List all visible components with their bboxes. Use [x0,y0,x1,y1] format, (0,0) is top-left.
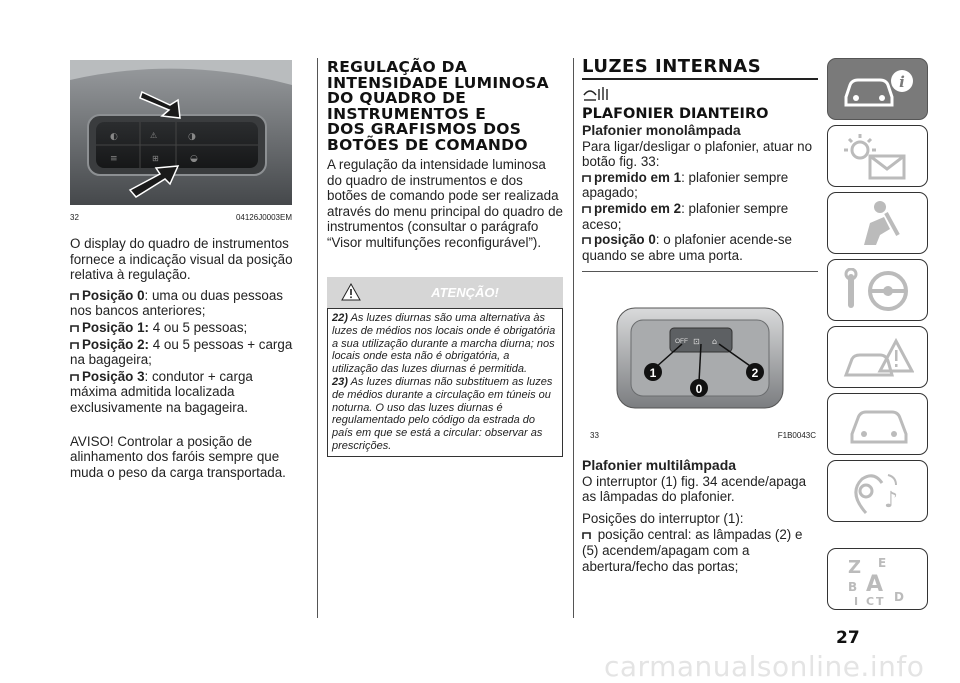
item-label: premido em 2 [594,200,682,216]
svg-text:♪: ♪ [884,488,899,513]
bullet-icon [582,528,591,537]
svg-text:B: B [848,580,858,594]
multimedia-icon [844,467,914,522]
list-item [70,288,295,319]
position-list [70,288,295,416]
subtitle: PLAFONIER DIANTEIRO [582,106,769,122]
item-label: Posição 2: [82,336,149,352]
middle-body: A regulação da intensidade luminosa do quadro de instrumentos e dos botões de comando pode ser realizada através do menu principal do quadro de instrumentos (consultar o parágrafo “Visor multifunções reconfigurável”). [327,157,563,250]
svg-text:⊞: ⊞ [152,154,159,163]
right-text-1 [582,123,818,263]
car-info-icon [838,67,918,116]
svg-text:⊡: ⊡ [693,337,700,346]
item-label: posição 0 [594,232,656,248]
figure-code: 04126J0003EM [235,213,292,222]
figure-32 [70,60,292,205]
title-line: INSTRUMENTOS E [327,104,487,123]
tab-seat-airbag[interactable] [827,192,928,254]
svg-text:C: C [866,595,875,607]
section-title: LUZES INTERNAS [582,56,762,77]
svg-text:≡: ≡ [110,154,118,164]
intro-paragraph: O display do quadro de instrumentos fornece a indicação visual da posição relativa à regulação. [70,236,293,283]
section-title [327,60,563,153]
tab-emergency[interactable] [827,326,928,388]
warning-note [332,376,558,453]
svg-text:i: i [899,73,905,91]
tab-car-service[interactable] [827,393,928,455]
headlight-leveling-photo [70,60,292,205]
svg-text:◐: ◐ [110,132,118,142]
figure-33 [615,300,785,412]
list-item [582,232,818,263]
plafonier-illustration [615,300,785,412]
car-service-icon [846,404,912,451]
seat-airbag-icon [850,199,910,254]
bullet-icon [70,338,79,347]
watermark: carmanualsonline.info [604,650,925,683]
tab-multimedia[interactable] [827,460,928,522]
title-line: DOS GRAFISMOS DOS [327,120,522,138]
emergency-icon [842,335,914,386]
paragraph: Para ligar/desligar o plafonier, atuar no botão fig. 33: [582,138,813,170]
title-line: REGULAÇÃO DA [327,58,468,76]
item-text: uma ou duas pessoas nos bancos anteriores; [70,287,284,319]
tab-warning-lights[interactable] [827,125,928,187]
callout-2: 2 [751,366,759,380]
item-text: 4 ou 5 pessoas; [148,319,248,335]
warning-header [327,277,563,308]
warning-lights-icon [842,132,914,187]
figure-33-caption [590,431,816,440]
tab-car-info[interactable] [827,58,928,120]
item-label: Posição 0 [82,287,145,303]
svg-text:Z: Z [848,557,862,578]
svg-text:◒: ◒ [190,154,198,164]
svg-text:⚠: ⚠ [150,131,158,140]
item-sep: : [144,287,149,303]
item-sep: : [144,368,149,384]
note-number: 23) [332,375,348,388]
title-line: BOTÕES DE COMANDO [327,135,528,154]
heading-monolampada: Plafonier monolâmpada [582,122,741,138]
note-text: As luzes diurnas são uma alternativa às luzes de médios nos locais onde é obrigatória a sua utilização durante a marcha diurna; nos locais onde esta não é obrigatória, a utilização das luzes diurnas é permitida. [332,312,556,376]
title-underline [582,78,818,80]
column-divider [573,58,574,618]
item-text: posição central: as lâmpadas (2) e (5) acendem/apagam com a abertura/fecho das portas; [582,527,803,574]
callout-1: 1 [649,366,657,380]
paragraph: Posições do interruptor (1): [582,510,744,526]
index-icon [846,553,916,612]
interior-lights-icon [582,85,818,103]
svg-text:⌂: ⌂ [712,337,718,346]
item-label: Posição 3 [82,368,145,384]
note-number: 22) [332,312,348,324]
figure-number: 32 [70,213,79,222]
aviso-paragraph: AVISO! Controlar a posição de alinhamento dos faróis sempre que muda o peso da carga transportada. [70,433,286,480]
warning-box [327,277,563,457]
bullet-icon [582,233,591,242]
title-line: DO QUADRO DE [327,89,467,107]
tab-index[interactable] [827,548,928,610]
item-text: condutor + carga máxima admitida localizada exclusivamente na bagageira. [70,368,253,415]
off-label: OFF [675,338,688,345]
title-line: INTENSIDADE LUMINOSA [327,73,549,92]
note-text: As luzes diurnas não substituem as luzes de médios durante a circulação em túneis ou noturna. O uso das luzes diurnas é regulamentado pelo código da estrada do país em que se está a circular: observar as prescrições. [332,375,553,452]
section-header [582,56,818,80]
list-item [70,369,295,416]
bullet-icon [70,289,79,298]
svg-text:D: D [894,590,904,604]
paragraph: O interruptor (1) fig. 34 acende/apaga as lâmpadas do plafonier. [582,473,807,505]
svg-text:I: I [854,595,859,607]
figure-number: 33 [590,431,599,440]
middle-column [327,58,563,452]
item-text: : plafonier sempre aceso; [582,200,789,232]
tab-steering-key[interactable] [827,259,928,321]
page-number: 27 [836,628,860,648]
right-text-2 [582,458,818,574]
warning-body [327,308,563,457]
svg-text:T: T [876,595,884,607]
steering-key-icon [842,268,914,319]
bullet-icon [70,370,79,379]
item-text: : plafonier sempre apagado; [582,169,789,201]
bullet-icon [582,202,591,211]
warning-note [332,312,558,376]
item-text: : o plafonier acende-se quando se abre uma porta. [582,232,793,263]
left-column-text [70,236,295,485]
heading-multilampada: Plafonier multilâmpada [582,457,737,473]
item-label: Posição 1: [82,319,149,335]
list-item [70,320,295,336]
svg-text:A: A [866,572,884,597]
list-item [582,201,818,232]
warning-title: ATENÇÃO! [431,285,499,300]
bullet-icon [70,321,79,330]
figure-code: F1B0043C [777,431,816,440]
item-label: premido em 1 [594,169,682,185]
right-column [582,56,818,272]
column-divider [317,58,318,618]
svg-text:E: E [878,556,887,570]
list-item [582,170,818,201]
list-item [70,337,295,368]
list-item [582,527,818,574]
svg-text:◑: ◑ [188,132,196,142]
callout-0: 0 [695,382,703,396]
figure-separator [582,271,818,272]
figure-32-caption [70,213,292,222]
item-text: 4 ou 5 pessoas + carga na bagageira; [70,336,293,368]
bullet-icon [582,171,591,180]
